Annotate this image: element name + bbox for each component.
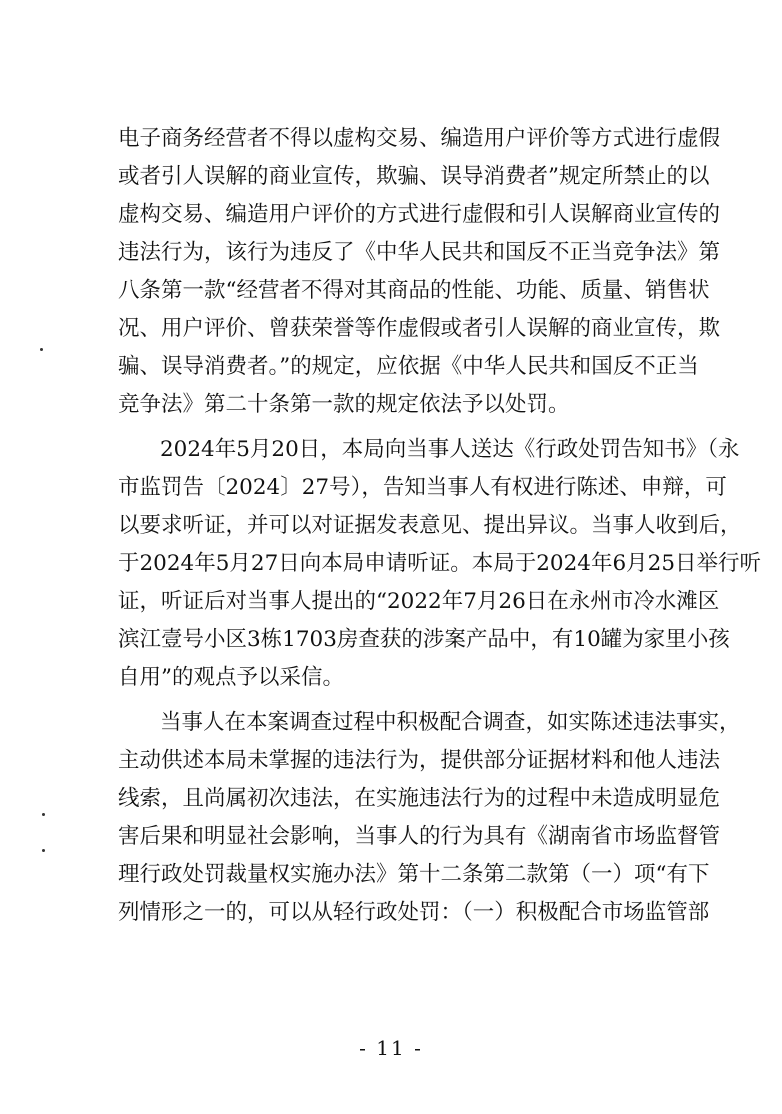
text-line: 证，听证后对当事人提出的“2022年7月26日在永州市冷水滩区 — [118, 589, 720, 614]
text-line: 或者引人误解的商业宣传，欺骗、误导消费者”规定所禁止的以 — [118, 164, 710, 189]
text-line: 列情形之一的，可以从轻行政处罚：（一）积极配合市场监管部 — [118, 900, 710, 925]
text-line: 虚构交易、编造用户评价的方式进行虚假和引人误解商业宣传的 — [118, 202, 721, 227]
text-line: 自用”的观点予以采信。 — [118, 665, 344, 690]
text-line: 当事人在本案调查过程中积极配合调查，如实陈述违法事实， — [160, 710, 741, 735]
text-line: 况、用户评价、曾获荣誉等作虚假或者引人误解的商业宣传，欺 — [118, 316, 721, 341]
text-line: 以要求听证，并可以对证据发表意见、提出异议。当事人收到后， — [118, 513, 742, 538]
body-text — [118, 120, 762, 939]
text-line: 骗、误导消费者。”的规定，应依据《中华人民共和国反不正当 — [118, 354, 699, 379]
text-line: 市监罚告〔2024〕27号），告知当事人有权进行陈述、申辩，可 — [118, 475, 727, 500]
text-line: 害后果和明显社会影响，当事人的行为具有《湖南省市场监督管 — [118, 824, 721, 849]
paragraph-2 — [118, 431, 762, 697]
scan-speck — [40, 348, 43, 351]
paragraph-1 — [118, 120, 721, 424]
scan-speck — [42, 813, 45, 816]
text-line: 2024年5月20日，本局向当事人送达《行政处罚告知书》（永 — [160, 437, 740, 462]
text-line: 八条第一款“经营者不得对其商品的性能、功能、质量、销售状 — [118, 278, 710, 303]
text-line: 竞争法》第二十条第一款的规定依法予以处罚。 — [118, 392, 570, 417]
scan-speck — [42, 849, 45, 852]
text-line: 违法行为，该行为违反了《中华人民共和国反不正当竞争法》第 — [118, 240, 721, 265]
page-number: - 11 - — [359, 1036, 423, 1060]
text-line: 线索，且尚属初次违法，在实施违法行为的过程中未造成明显危 — [118, 786, 721, 811]
text-line: 主动供述本局未掌握的违法行为，提供部分证据材料和他人违法 — [118, 748, 721, 773]
text-line: 理行政处罚裁量权实施办法》第十二条第二款第（一）项“有下 — [118, 862, 710, 887]
text-line: 滨江壹号小区3栋1703房查获的涉案产品中，有10罐为家里小孩 — [118, 627, 730, 652]
text-line: 电子商务经营者不得以虚构交易、编造用户评价等方式进行虚假 — [118, 126, 721, 151]
text-line: 于2024年5月27日向本局申请听证。本局于2024年6月25日举行听 — [118, 551, 762, 576]
paragraph-3 — [118, 704, 741, 932]
